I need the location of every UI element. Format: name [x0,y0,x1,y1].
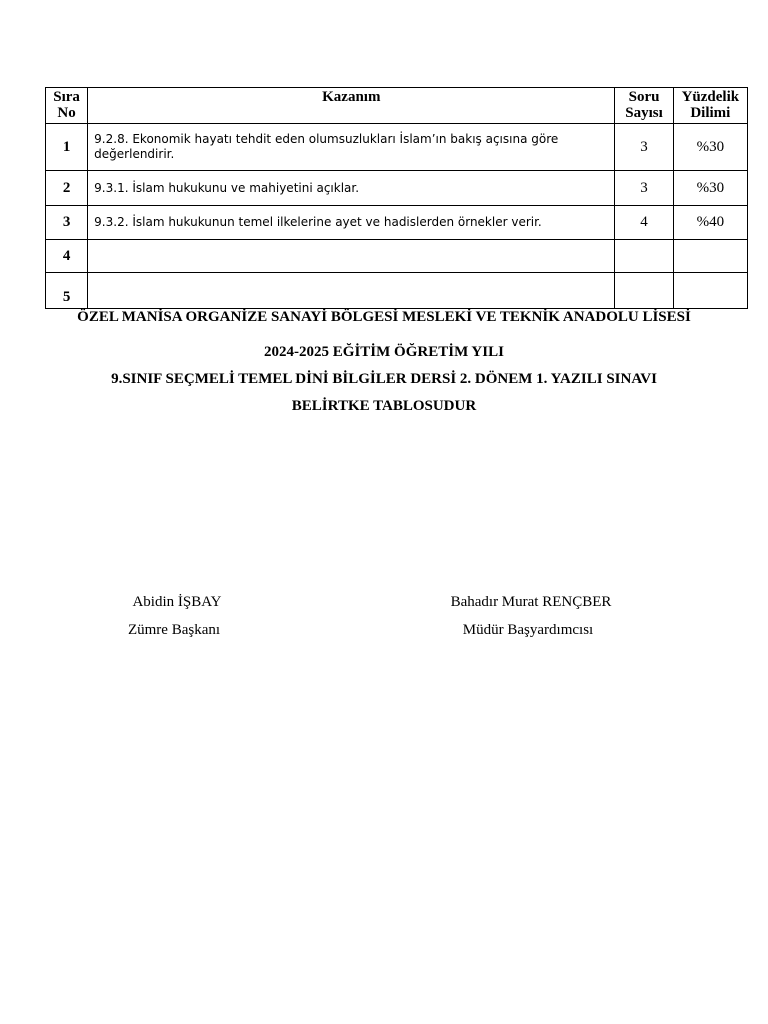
row-soru-sayisi: 3 [615,124,673,171]
table-row [46,206,748,240]
school-name-heading: ÖZEL MANİSA ORGANİZE SANAYİ BÖLGESİ MESLEKİ VE TEKNİK ANADOLU LİSESİ [77,309,691,325]
right-signatory-title: Müdür Başyardımcısı [462,622,594,638]
right-signatory-name: Bahadır Murat RENÇBER [450,594,612,610]
table-row [46,171,748,206]
header-soru-sayisi: Soru Sayısı [615,88,673,124]
table-row [46,240,748,273]
table-row [46,124,748,171]
row-yuzdelik: %30 [673,124,747,171]
header-sira-no: Sıra No [46,88,88,124]
row-number: 5 [46,273,88,309]
row-kazanim [88,273,615,309]
row-yuzdelik: %30 [673,171,747,206]
row-kazanim [88,240,615,273]
row-kazanim: 9.2.8. Ekonomik hayatı tehdit eden olumsuzlukları İslam’ın bakış açısına göre değerlendirir. [88,124,615,171]
row-soru-sayisi [615,240,673,273]
table-row [46,273,748,309]
table-header-row [46,88,748,124]
row-kazanim: 9.3.2. İslam hukukunun temel ilkelerine ayet ve hadislerden örnekler verir. [88,206,615,240]
header-kazanim: Kazanım [88,88,615,124]
row-kazanim: 9.3.1. İslam hukukunu ve mahiyetini açıklar. [88,171,615,206]
row-yuzdelik: %40 [673,206,747,240]
row-yuzdelik [673,240,747,273]
row-soru-sayisi [615,273,673,309]
row-number: 4 [46,240,88,273]
document-subtitle: BELİRTKE TABLOSUDUR [291,398,477,414]
specification-table [45,87,748,309]
academic-year-heading: 2024-2025 EĞİTİM ÖĞRETİM YILI [264,344,504,360]
row-number: 2 [46,171,88,206]
left-signatory-name: Abidin İŞBAY [132,594,222,610]
header-yuzdelik-dilimi: Yüzdelik Dilimi [673,88,747,124]
row-number: 1 [46,124,88,171]
row-number: 3 [46,206,88,240]
row-soru-sayisi: 3 [615,171,673,206]
exam-title-heading: 9.SINIF SEÇMELİ TEMEL DİNİ BİLGİLER DERSİ 2. DÖNEM 1. YAZILI SINAVI [111,371,657,387]
row-yuzdelik [673,273,747,309]
row-soru-sayisi: 4 [615,206,673,240]
left-signatory-title: Zümre Başkanı [127,622,221,638]
